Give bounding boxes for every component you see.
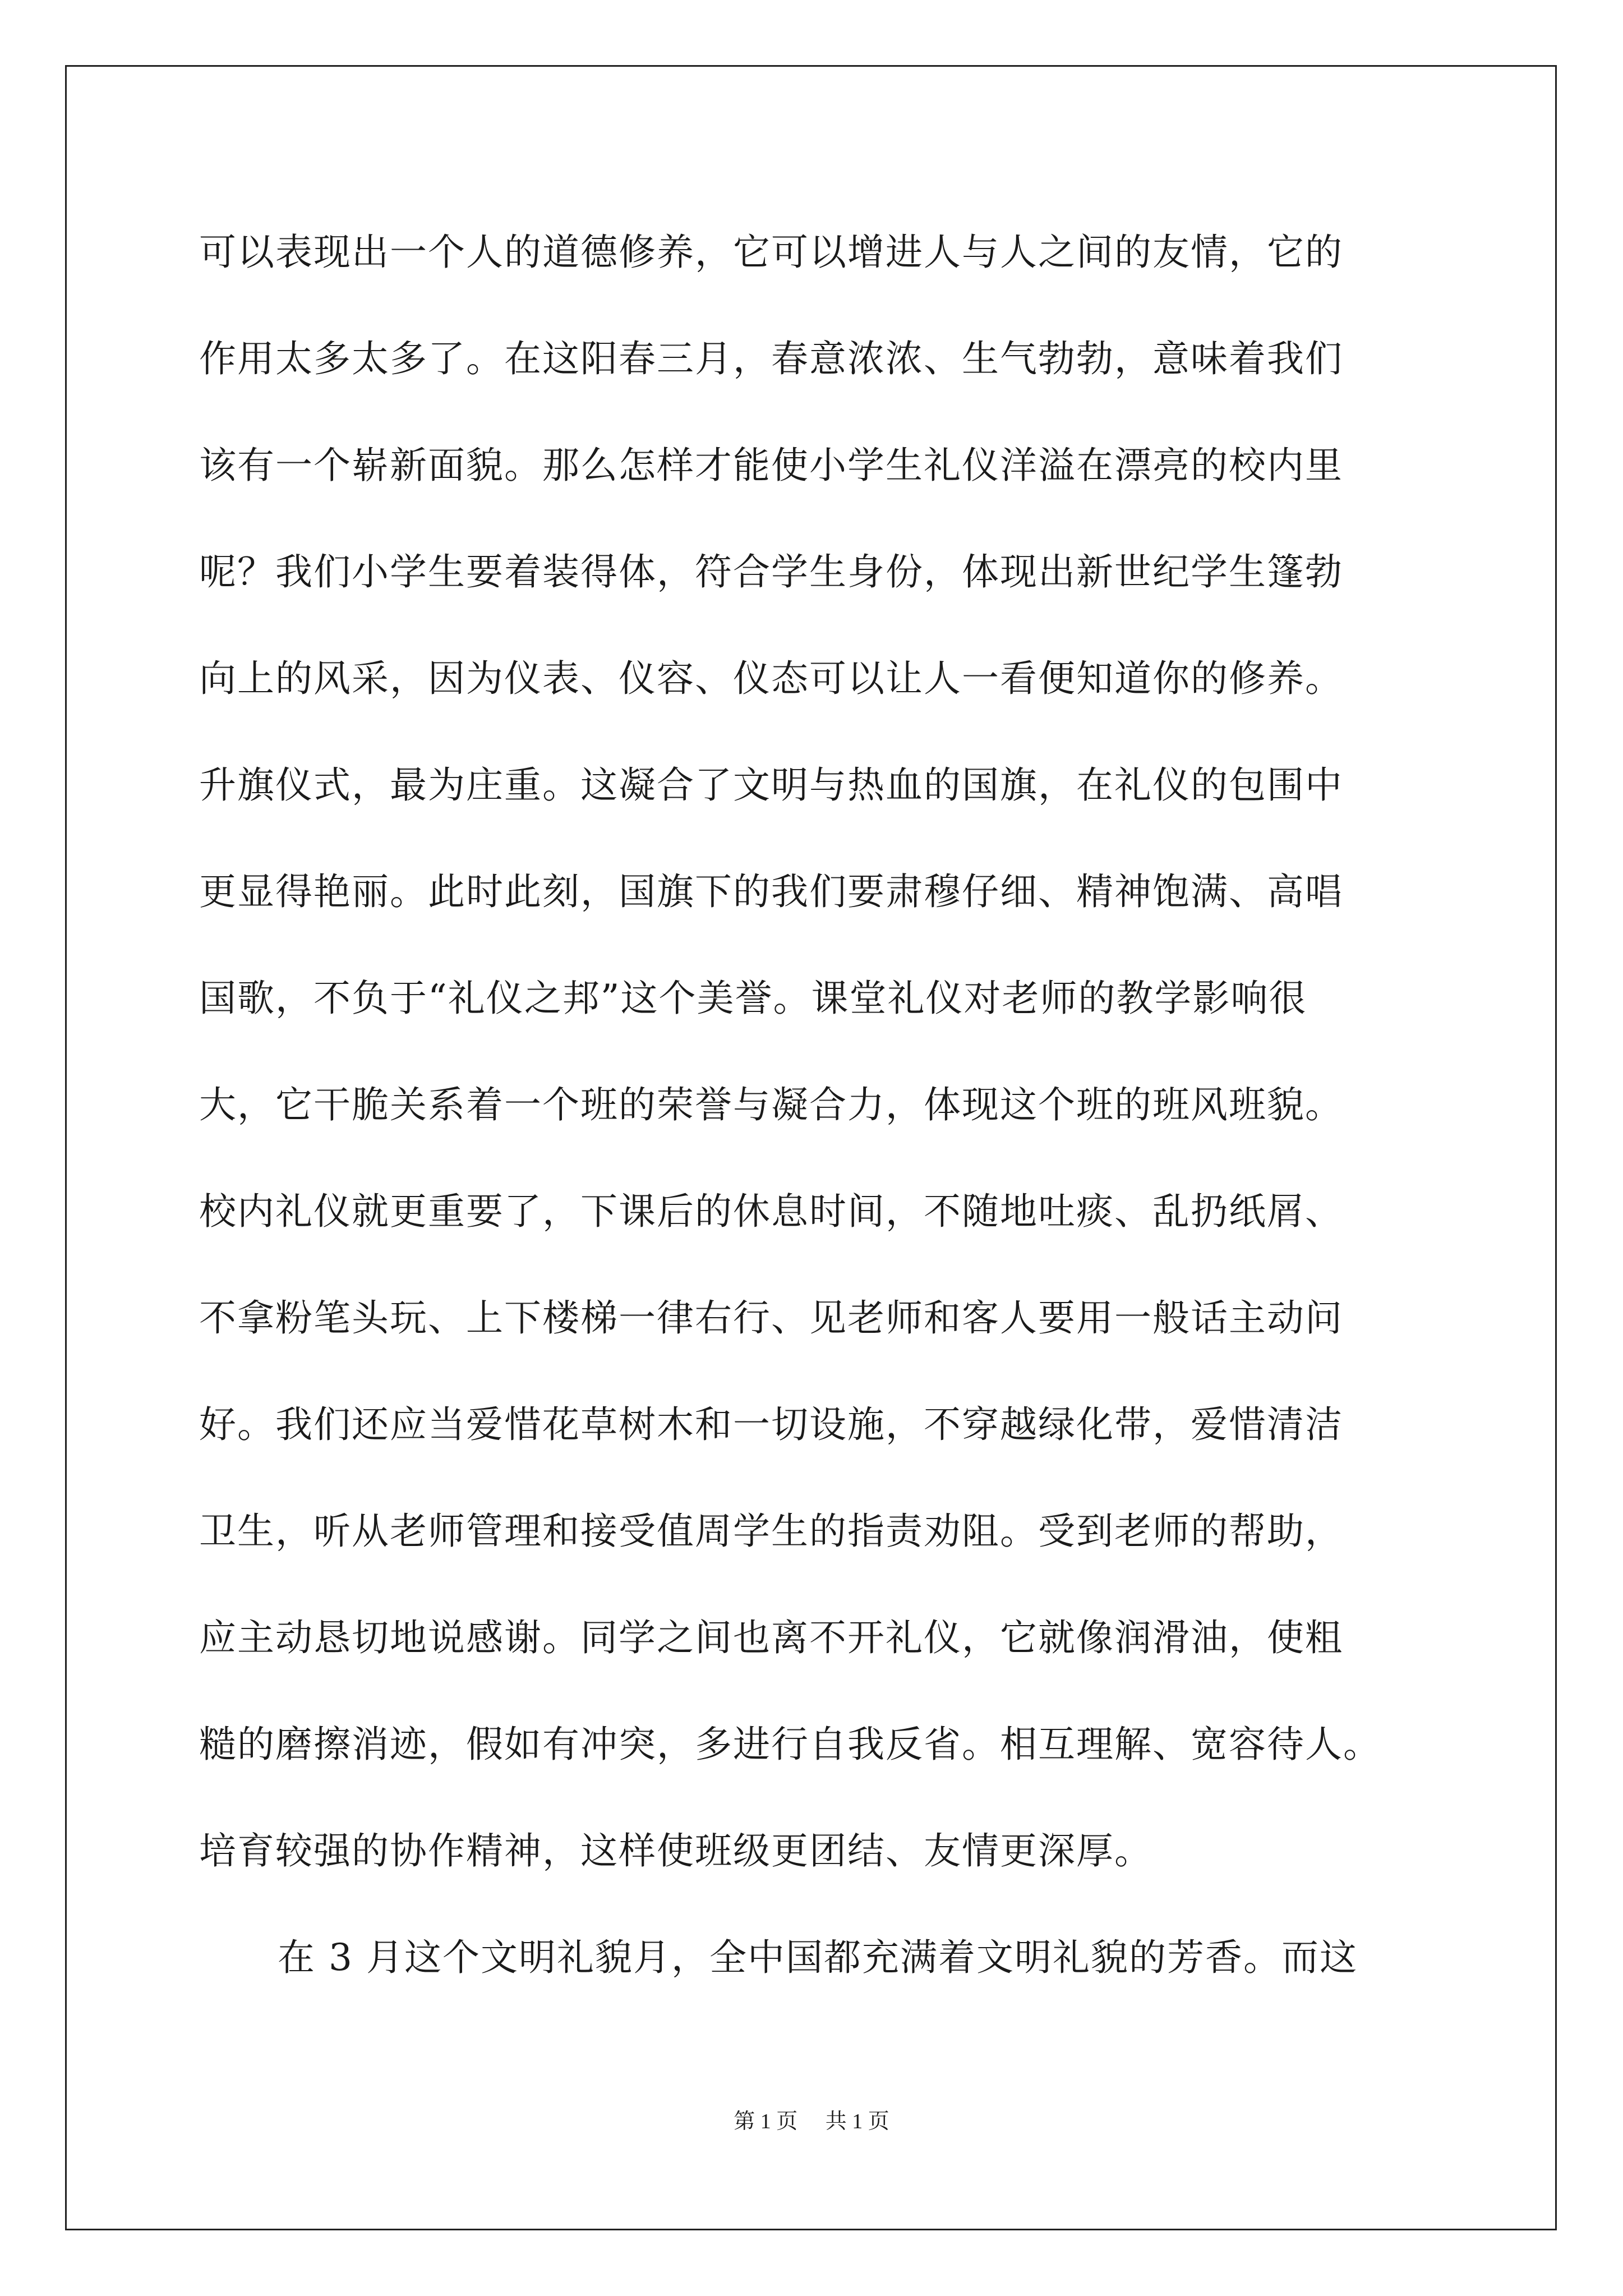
text-line: 不拿粉笔头玩、上下楼梯一律右行、见老师和客人要用一般话主动问 [199,1296,1343,1340]
text-line: 更显得艳丽。此时此刻，国旗下的我们要肃穆仔细、精神饱满、高唱 [199,870,1343,913]
text-line: 校内礼仪就更重要了，下课后的休息时间，不随地吐痰、乱扔纸屑、 [199,1190,1343,1233]
text-line: 卫生，听从老师管理和接受值周学生的指责劝阻。受到老师的帮助， [199,1510,1343,1553]
text-line: 好。我们还应当爱惜花草树木和一切设施，不穿越绿化带，爱惜清洁 [199,1403,1343,1446]
text-line: 糙的磨擦消迹，假如有冲突，多进行自我反省。相互理解、宽容待人。 [199,1723,1381,1766]
page-number: 第 1 页 [734,2110,798,2133]
text-line: 国歌，不负于“礼仪之邦”这个美誉。课堂礼仪对老师的教学影响很 [199,977,1307,1020]
text-line: 作用太多太多了。在这阳春三月，春意浓浓、生气勃勃，意味着我们 [199,337,1343,380]
text-line: 大，它干脆关系着一个班的荣誉与凝合力，体现这个班的班风班貌。 [199,1083,1343,1126]
paragraph-start-line: 在 3 月这个文明礼貌月，全中国都充满着文明礼貌的芳香。而这 [278,1936,1358,1979]
text-line: 可以表现出一个人的道德修养，它可以增进人与人之间的友情，它的 [199,231,1343,274]
text-line: 升旗仪式，最为庄重。这凝合了文明与热血的国旗，在礼仪的包围中 [199,763,1343,807]
text-line: 向上的风采，因为仪表、仪容、仪态可以让人一看便知道你的修养。 [199,657,1343,700]
page-footer [0,2104,1623,2134]
page-total: 共 1 页 [825,2110,889,2133]
text-line: 呢？我们小学生要着装得体，符合学生身份，体现出新世纪学生篷勃 [199,550,1343,593]
text-line: 培育较强的协作精神，这样使班级更团结、友情更深厚。 [199,1829,1152,1872]
text-line: 该有一个崭新面貌。那么怎样才能使小学生礼仪洋溢在漂亮的校内里 [199,444,1343,487]
text-line: 应主动恳切地说感谢。同学之间也离不开礼仪，它就像润滑油，使粗 [199,1616,1343,1659]
document-body [199,219,1427,2031]
